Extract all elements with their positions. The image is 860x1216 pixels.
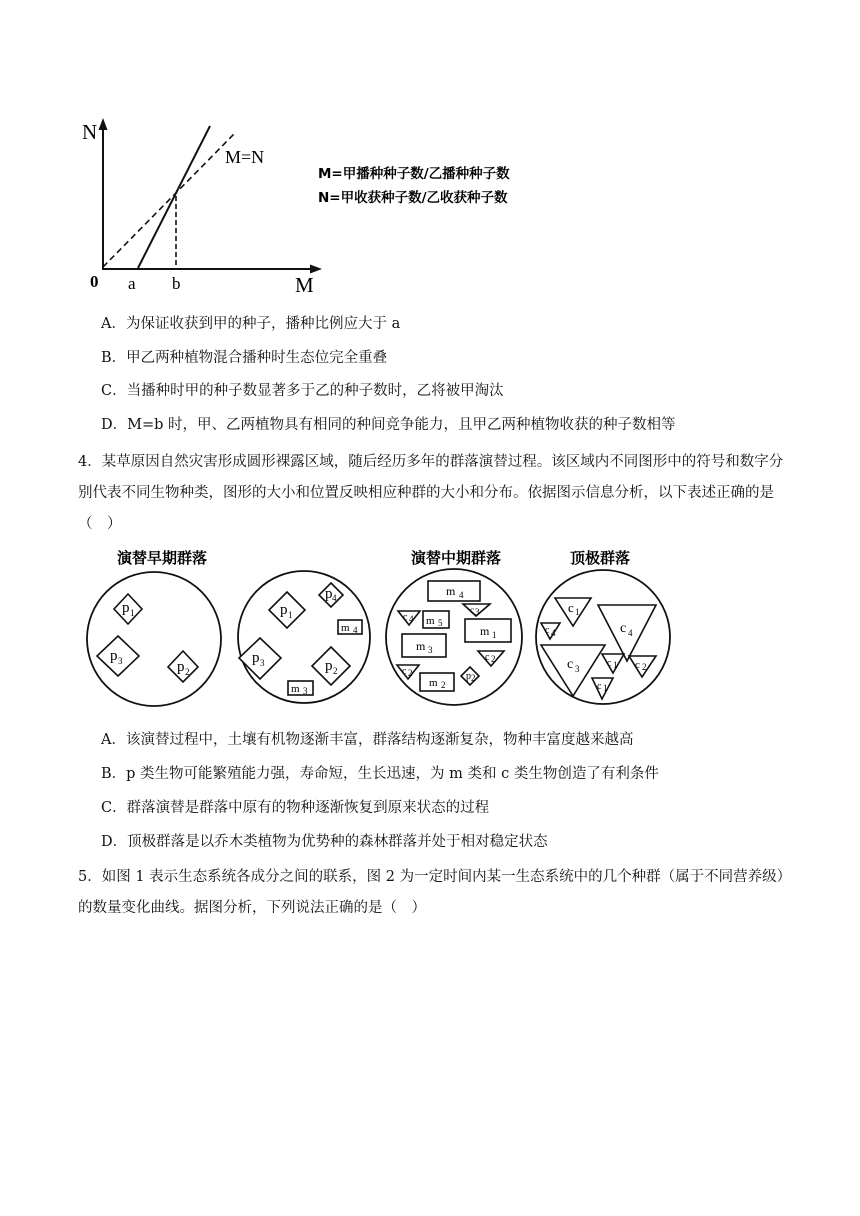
q4-option-a: A．该演替过程中，土壤有机物逐渐丰富，群落结构逐渐复杂，物种丰富度越来越高 (101, 732, 634, 748)
svg-text:5: 5 (438, 618, 443, 628)
q3-option-d: D．M=b 时，甲、乙两植物具有相同的种间竞争能力，且甲乙两种植物收获的种子数相等 (101, 417, 676, 433)
species-c4-triangle (541, 623, 560, 639)
species-c4-triangle (398, 611, 420, 625)
species-p4-diamond (319, 583, 343, 607)
svg-text:4: 4 (628, 628, 633, 638)
svg-text:c: c (620, 621, 627, 636)
species-c2-triangle (629, 656, 656, 677)
species-p3-diamond (97, 636, 139, 676)
svg-text:c: c (567, 657, 574, 672)
svg-text:c: c (597, 681, 602, 692)
title-climax: 顶极群落 (570, 549, 631, 567)
community-circle-early (87, 572, 221, 706)
q4-option-b: B．p 类生物可能繁殖能力强，寿命短，生长迅速，为 m 类和 c 类生物创造了有利条件 (101, 766, 659, 782)
species-m4-rect (428, 581, 480, 601)
svg-text:2: 2 (408, 668, 413, 678)
svg-text:m: m (416, 639, 426, 653)
origin-label: 0 (90, 272, 99, 291)
solid-line (138, 126, 210, 268)
svg-text:2: 2 (471, 673, 476, 683)
svg-text:1: 1 (575, 607, 580, 617)
q5-stem: 5．如图 1 表示生态系统各成分之间的联系，图 2 为一定时间内某一生态系统中的几个种群（属于不同营养级）的数量变化曲线。据图分析，下列说法正确的是（ ） (78, 869, 784, 916)
species-p3-diamond (239, 638, 281, 679)
species-m3-rect (402, 634, 446, 657)
svg-text:3: 3 (428, 645, 433, 655)
axis-label-m: M (295, 273, 314, 297)
svg-text:p: p (280, 602, 288, 618)
species-c1-triangle (555, 598, 591, 626)
species-m3-rect (288, 681, 313, 696)
svg-text:2: 2 (441, 680, 446, 690)
q4-stem: 4．某草原因自然灾害形成圆形裸露区域，随后经历多年的群落演替过程。该区域内不同图形中的符号和数字分别代表不同生物种类，图形的大小和位置反映相应种群的大小和分布。依据图示信息分析，以下表述正确的是（ ） (78, 454, 784, 532)
q3-option-b: B．甲乙两种植物混合播种时生态位完全重叠 (101, 350, 388, 366)
svg-text:3: 3 (260, 658, 265, 668)
species-p1-diamond (269, 592, 305, 628)
species-c3-triangle (541, 645, 605, 696)
svg-text:1: 1 (613, 660, 618, 670)
species-p2-diamond (168, 651, 198, 682)
species-p2-diamond (312, 647, 350, 685)
species-m1-rect (465, 619, 511, 642)
species-c1-triangle (592, 678, 613, 699)
svg-text:p: p (466, 671, 471, 682)
q4-option-d: D．顶极群落是以乔木类植物为优势种的森林群落并处于相对稳定状态 (101, 834, 548, 850)
svg-text:c: c (402, 666, 407, 677)
svg-text:3: 3 (303, 686, 308, 696)
svg-text:1: 1 (603, 683, 608, 693)
svg-text:4: 4 (332, 593, 337, 603)
figure1-graph (80, 112, 580, 298)
q4-option-c: C．群落演替是群落中原有的物种逐渐恢复到原来状态的过程 (101, 800, 490, 816)
species-p1-diamond (114, 594, 142, 624)
title-early: 演替早期群落 (117, 549, 208, 567)
species-m2-rect (420, 673, 454, 691)
svg-text:p: p (325, 586, 333, 602)
svg-text:c: c (635, 659, 640, 671)
svg-text:c: c (403, 612, 408, 623)
svg-text:4: 4 (459, 590, 464, 600)
q3-option-c: C．当播种时甲的种子数显著多于乙的种子数时，乙将被甲淘汰 (101, 383, 504, 399)
svg-text:1: 1 (130, 608, 135, 618)
svg-text:2: 2 (642, 662, 647, 672)
svg-text:c: c (607, 658, 612, 669)
svg-text:2: 2 (185, 667, 190, 677)
dashed-line-m-equals-n (103, 134, 234, 267)
svg-text:4: 4 (353, 625, 358, 635)
svg-text:m: m (426, 615, 435, 627)
species-c1-triangle (602, 654, 624, 673)
svg-text:c: c (485, 652, 490, 663)
legend-m: M=甲播种种子数/乙播种种子数 (318, 166, 510, 182)
y-axis-arrow (99, 118, 108, 130)
species-c3-triangle (463, 604, 490, 617)
svg-text:m: m (291, 683, 300, 695)
svg-text:m: m (341, 622, 350, 634)
legend-n: N=甲收获种子数/乙收获种子数 (318, 190, 508, 206)
svg-text:2: 2 (491, 654, 496, 664)
svg-text:4: 4 (409, 614, 414, 624)
species-m4-rect (338, 620, 362, 635)
svg-text:p: p (252, 650, 260, 666)
figure2-succession (80, 542, 680, 712)
svg-text:2: 2 (333, 666, 338, 676)
tick-label-b: b (172, 274, 181, 293)
species-p2-diamond (461, 667, 479, 685)
svg-text:3: 3 (475, 607, 480, 617)
svg-text:3: 3 (118, 656, 123, 666)
svg-text:m: m (429, 677, 438, 689)
svg-text:3: 3 (575, 664, 580, 674)
axis-label-n: N (82, 120, 98, 144)
title-middle: 演替中期群落 (411, 549, 502, 567)
svg-text:p: p (110, 648, 118, 664)
svg-text:m: m (480, 624, 490, 638)
svg-text:1: 1 (492, 630, 497, 640)
svg-text:p: p (122, 600, 130, 616)
svg-text:c: c (545, 625, 550, 636)
species-c4-triangle (598, 605, 656, 661)
tick-label-a: a (128, 274, 136, 293)
line-label-m-equals-n: M=N (225, 147, 265, 167)
svg-text:c: c (568, 600, 574, 615)
species-c2-triangle (397, 665, 419, 679)
species-m5-rect (423, 611, 449, 628)
svg-text:p: p (177, 659, 185, 675)
svg-text:p: p (325, 658, 333, 674)
q3-option-a: A．为保证收获到甲的种子，播种比例应大于 a (101, 316, 401, 332)
svg-text:1: 1 (288, 610, 293, 620)
svg-text:m: m (446, 584, 456, 598)
svg-text:c: c (470, 605, 474, 615)
species-c2-triangle (478, 651, 504, 666)
svg-text:4: 4 (551, 628, 556, 638)
